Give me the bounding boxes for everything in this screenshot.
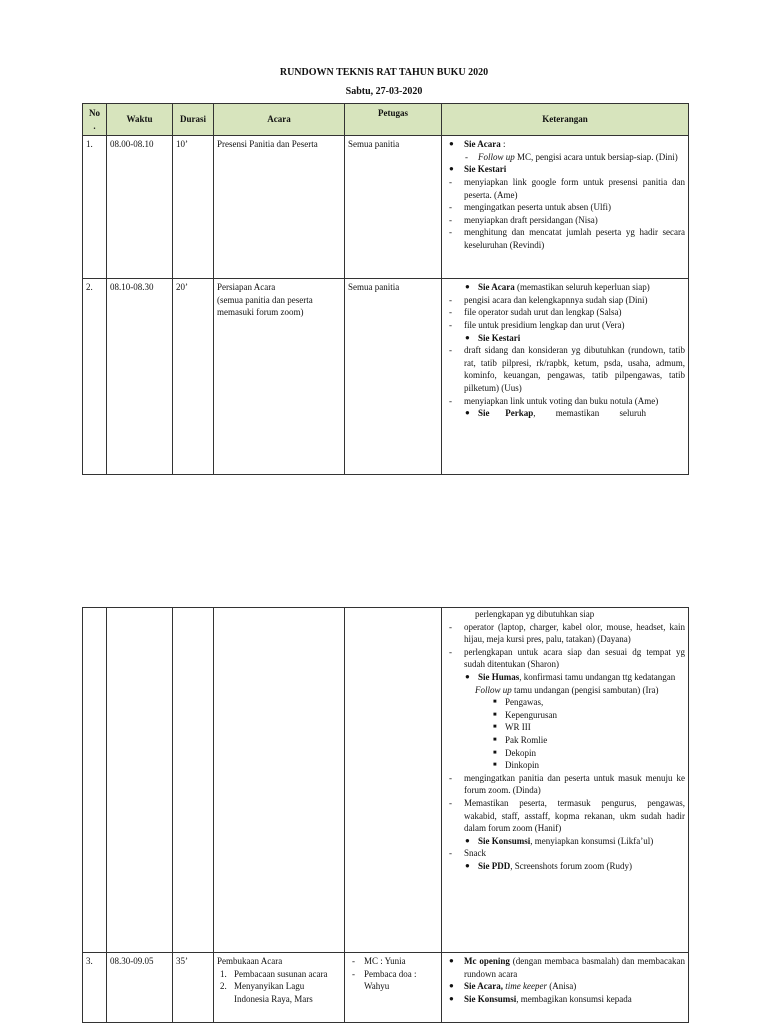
- square-bullet-icon: ■: [493, 699, 497, 706]
- dash-icon: -: [449, 345, 452, 356]
- bullet-icon: ●: [465, 282, 470, 292]
- header-petugas: Petugas: [345, 104, 442, 136]
- row-keterangan: ● Sie Acara : - Follow up MC, pengisi acara untuk bersiap-siap. (Dini) ● Sie Kestari - menyiapkan link google form untuk presensi panitia dan peserta. (Ame) - mengingatkan peserta untuk absen (Ulfi) - menyiapkan draft persidangan (Nisa) - menghitung dan mencatat jumlah peserta yg hadir secara keseluruhan (Revindi): [442, 136, 689, 279]
- row-waktu: 08.00-08.10: [107, 136, 173, 279]
- dash-icon: -: [465, 151, 468, 162]
- table-row: [83, 279, 689, 475]
- header-acara: Acara: [214, 104, 345, 136]
- row-acara: Persiapan Acara (semua panitia dan peserta memasuki forum zoom): [214, 279, 345, 475]
- dash-icon: -: [449, 319, 452, 330]
- square-bullet-icon: ■: [493, 711, 497, 718]
- table-row: [83, 953, 689, 1023]
- row-keterangan-continued: perlengkapan yg dibutuhkan siap - operator (laptop, charger, kabel olor, mouse, headset, kain hijau, meja kursi pres, palu, tatakan) (Dayana) - perlengkapan untuk acara siap dan sesuai dg tempat yg sudah ditentukan (Sharon) ● Sie Humas, konfirmasi tamu undangan ttg kedatangan Follow up tamu undangan (pengisi sambutan) (Ira) ■ Pengawas, ■ Kepengurusan ■ WR III ■ Pak Romlie ■ Dekopin ■ Dinkopin - mengingatkan panitia dan peserta untuk masuk menuju ke forum zoom. (Dinda) - Memastikan peserta, termasuk pengurus, pengawas, wakabid, staff, asstaff, kopma rekanan, ukm sudah hadir dalam forum zoom (Hanif) ● Sie Konsumsi, menyiapkan konsumsi (Likfa’ul) - Snack ● Sie PDD, Screenshots forum zoom (Rudy): [442, 608, 689, 953]
- dash-icon: -: [449, 294, 452, 305]
- header-keterangan: Keterangan: [442, 104, 689, 136]
- row-acara: Pembukaan Acara 1. Pembacaan susunan acara 2. Menyanyikan Lagu Indonesia Raya, Mars: [214, 953, 345, 1023]
- rundown-table-page2: [82, 607, 689, 1023]
- row-waktu: 08.30-09.05: [107, 953, 173, 1023]
- header-waktu: Waktu: [107, 104, 173, 136]
- dash-icon: -: [449, 646, 452, 657]
- dash-icon: -: [449, 797, 452, 808]
- bullet-icon: ●: [465, 332, 470, 342]
- row-durasi: 10’: [173, 136, 214, 279]
- square-bullet-icon: ■: [493, 762, 497, 769]
- row-keterangan: ● Mc opening (dengan membaca basmalah) dan membacakan rundown acara ● Sie Acara, time keeper (Anisa) ● Sie Konsumsi, membagikan konsumsi kepada: [442, 953, 689, 1023]
- bullet-icon: ●: [465, 860, 470, 870]
- row-no: 3.: [83, 953, 107, 1023]
- dash-icon: -: [449, 202, 452, 213]
- table-row: [83, 136, 689, 279]
- header-durasi: Durasi: [173, 104, 214, 136]
- row-petugas: - MC : Yunia - Pembaca doa : Wahyu: [345, 953, 442, 1023]
- row-no: 2.: [83, 279, 107, 475]
- header-no: No .: [83, 104, 107, 136]
- dash-icon: -: [449, 214, 452, 225]
- bullet-icon: ●: [449, 139, 454, 149]
- dash-icon: -: [449, 395, 452, 406]
- bullet-icon: ●: [465, 408, 470, 418]
- bullet-icon: ●: [465, 835, 470, 845]
- row-no: 1.: [83, 136, 107, 279]
- document-title: RUNDOWN TEKNIS RAT TAHUN BUKU 2020: [279, 67, 489, 78]
- bullet-icon: ●: [449, 993, 454, 1003]
- row-durasi: 20’: [173, 279, 214, 475]
- dash-icon: -: [449, 772, 452, 783]
- row-petugas: Semua panitia: [345, 279, 442, 475]
- dash-icon: -: [449, 307, 452, 318]
- bullet-icon: ●: [465, 671, 470, 681]
- row-waktu: 08.10-08.30: [107, 279, 173, 475]
- dash-icon: -: [449, 848, 452, 859]
- bullet-icon: ●: [449, 981, 454, 991]
- row-keterangan: ● Sie Acara (memastikan seluruh keperluan siap) - pengisi acara dan kelengkapnnya sudah siap (Dini) - file operator sudah urut dan lengkap (Salsa) - file untuk presidium lengkap dan urut (Vera) ● Sie Kestari - draft sidang dan konsideran yg dibutuhkan (rundown, tatib rat, tatib pilpresi, rk/rapbk, ketum, psda, usaha, admum, kominfo, keuangan, pengawas, tatib pilpengawas, tatib pilketum) (Uus) - menyiapkan link untuk voting dan buku notula (Ame) ● Sie Perkap, memastikan seluruh: [442, 279, 689, 475]
- dash-icon: -: [449, 176, 452, 187]
- bullet-icon: ●: [449, 164, 454, 174]
- square-bullet-icon: ■: [493, 724, 497, 731]
- dash-icon: -: [352, 968, 355, 979]
- row-acara: Presensi Panitia dan Peserta: [214, 136, 345, 279]
- dash-icon: -: [352, 956, 355, 966]
- rundown-table-page1: [82, 103, 689, 475]
- row-petugas: Semua panitia: [345, 136, 442, 279]
- row-durasi: 35’: [173, 953, 214, 1023]
- table-row: [83, 608, 689, 953]
- square-bullet-icon: ■: [493, 749, 497, 756]
- square-bullet-icon: ■: [493, 736, 497, 743]
- bullet-icon: ●: [449, 956, 454, 965]
- document-subtitle: Sabtu, 27-03-2020: [345, 86, 423, 97]
- dash-icon: -: [449, 227, 452, 238]
- dash-icon: -: [449, 621, 452, 632]
